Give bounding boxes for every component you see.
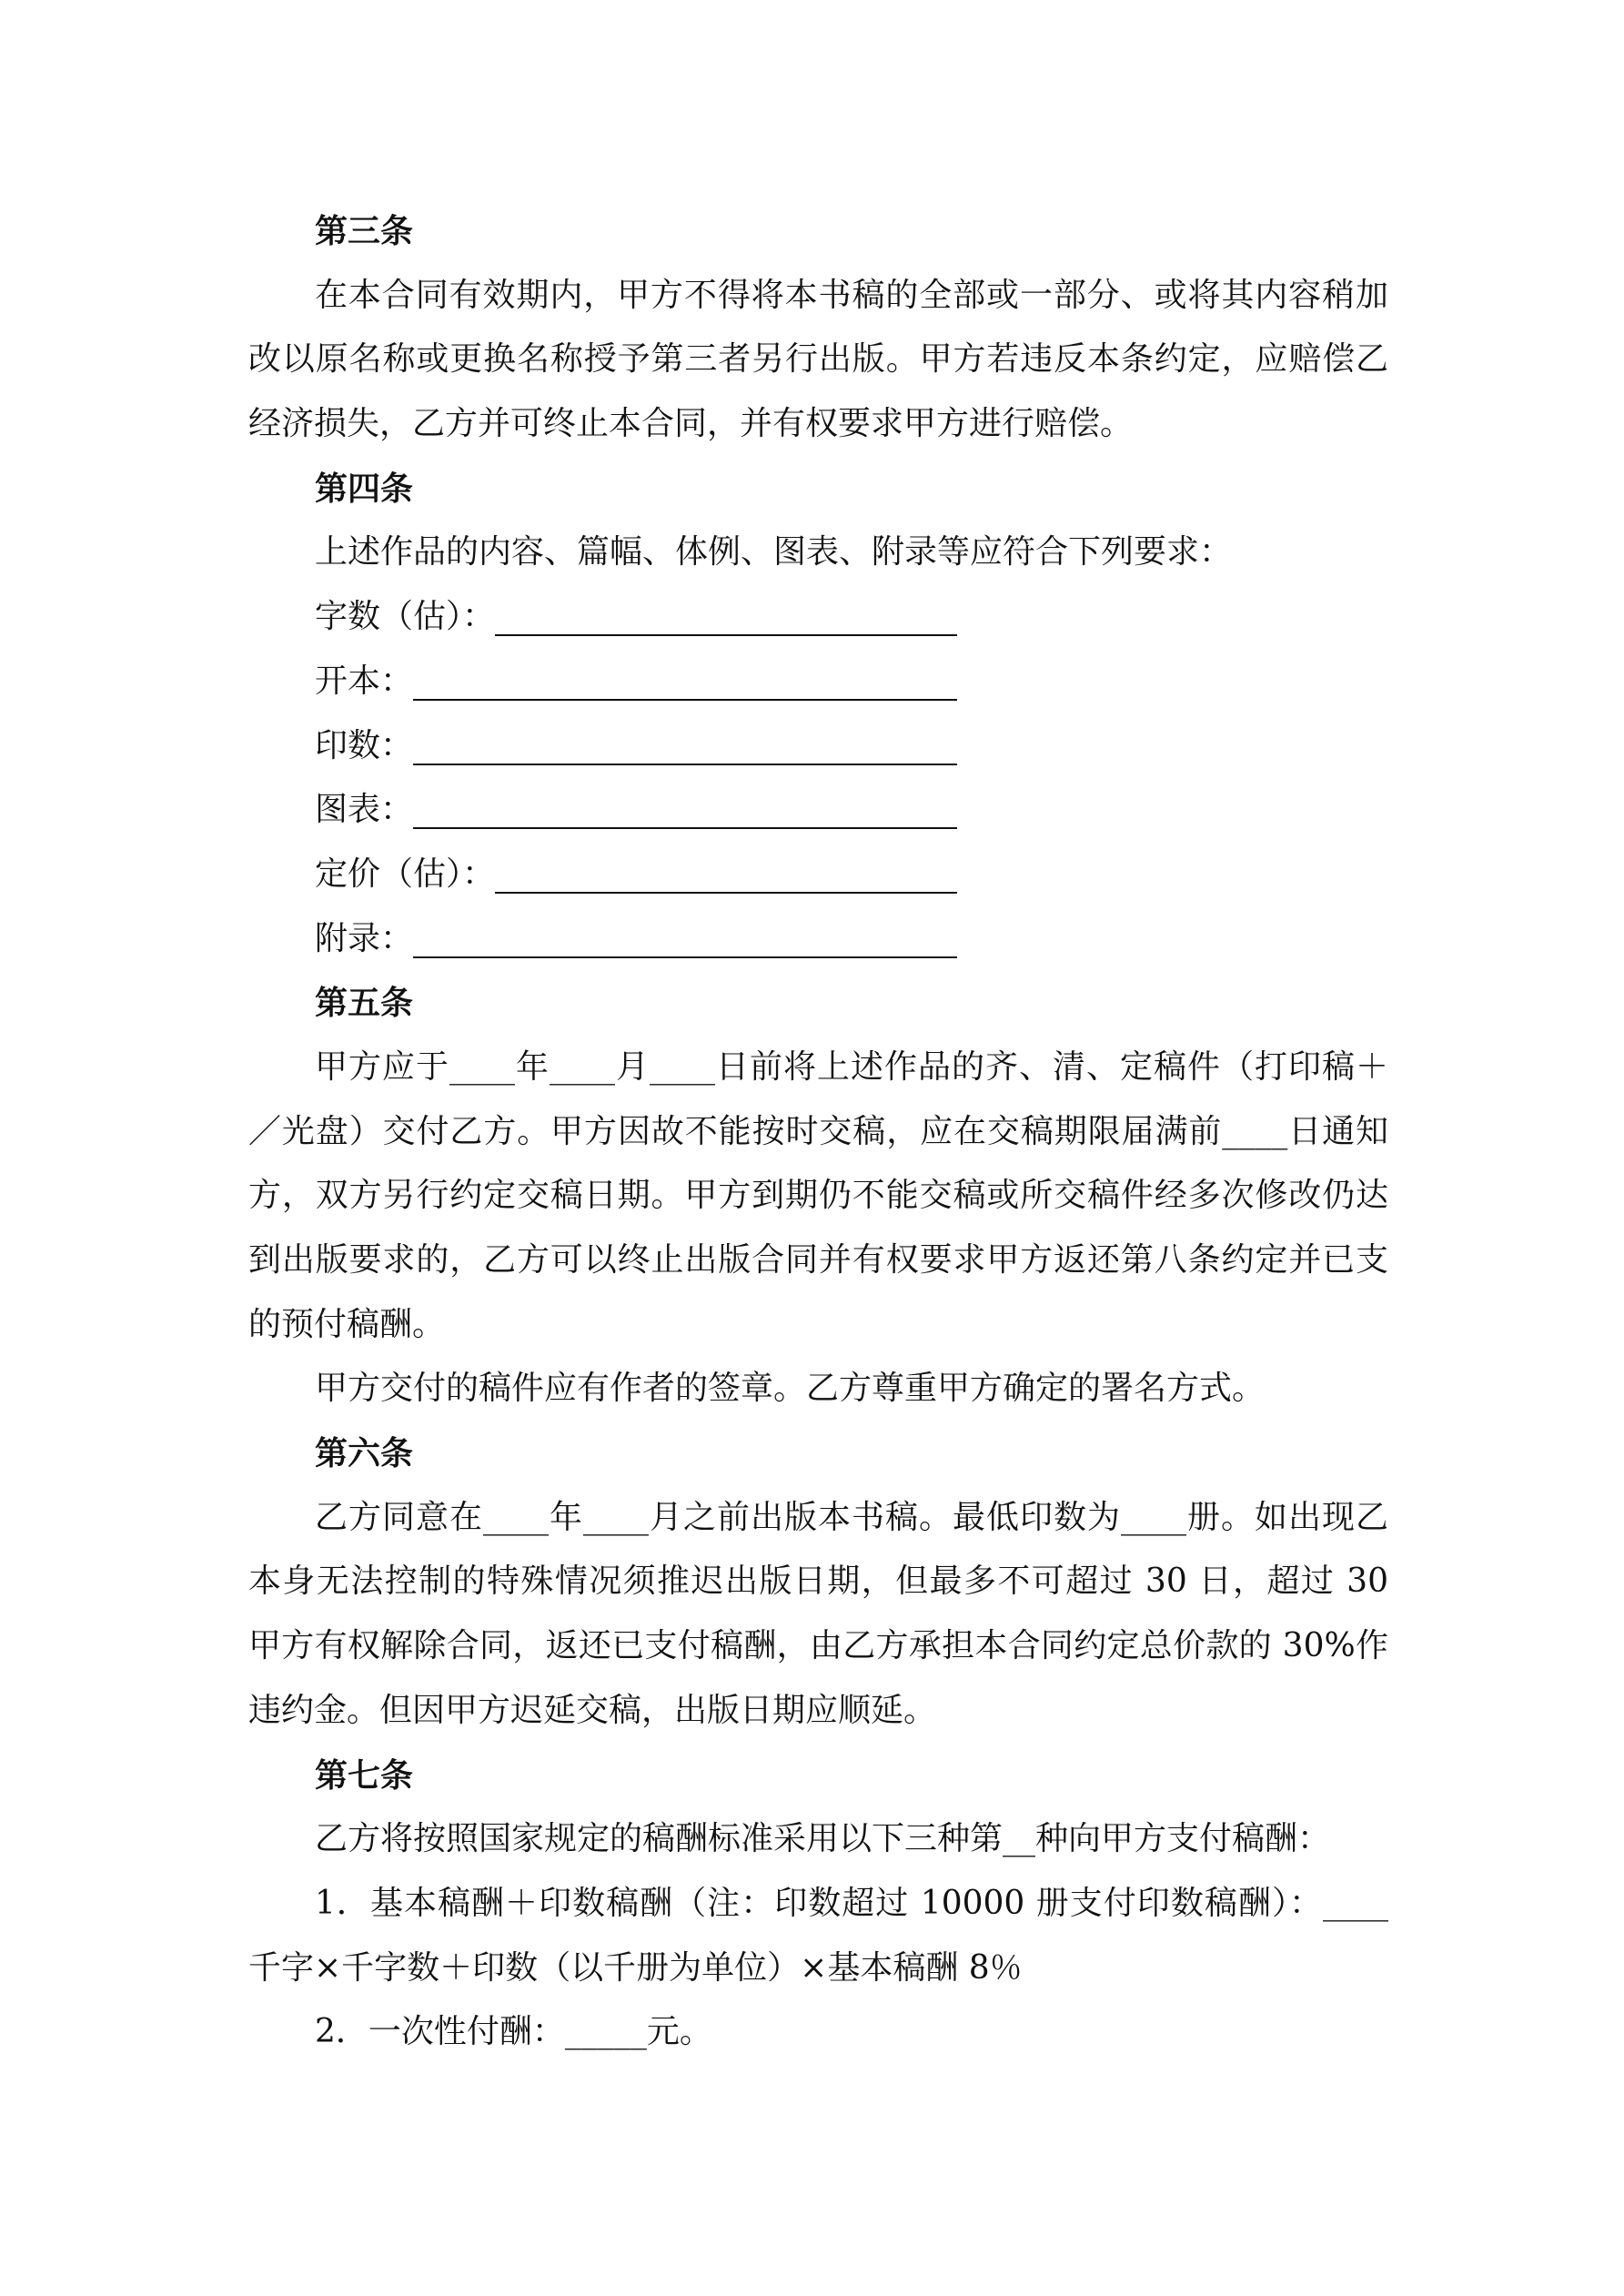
- article-heading: 第四条: [315, 469, 414, 508]
- line-text: 甲方有权解除合同，返还已支付稿酬，由乙方承担本合同约定总价款的 30%作: [248, 1627, 1388, 1665]
- requirement-field: [248, 907, 1388, 972]
- line-text: 的预付稿酬。: [248, 1305, 446, 1343]
- requirement-field: [248, 778, 1388, 843]
- field-label: 字数（估）：: [315, 598, 496, 636]
- field-label: 印数：: [315, 726, 414, 764]
- line-text: 乙方同意在____年____月之前出版本书稿。最低印数为____册。如出现乙: [315, 1498, 1388, 1536]
- paragraph-line: [248, 1036, 1388, 1100]
- line-text: 2．一次性付酬：_____元。: [315, 2013, 712, 2051]
- field-label: 定价（估）：: [315, 855, 496, 893]
- fill-in-blank[interactable]: [495, 602, 957, 636]
- fill-in-blank[interactable]: [413, 924, 957, 958]
- article-heading: 第六条: [315, 1434, 414, 1473]
- article-heading: 第七条: [315, 1755, 414, 1795]
- paragraph-line: [248, 328, 1388, 392]
- contract-page: [248, 199, 1388, 2065]
- field-label: 开本：: [315, 662, 414, 700]
- paragraph-line: [248, 264, 1388, 329]
- line-text: 上述作品的内容、篇幅、体例、图表、附录等应符合下列要求：: [315, 533, 1233, 571]
- paragraph-line: [248, 521, 1388, 585]
- fill-in-blank[interactable]: [413, 666, 957, 701]
- paragraph-line: [248, 1100, 1388, 1165]
- requirement-field: [248, 585, 1388, 650]
- paragraph-line: [248, 1229, 1388, 1293]
- article-heading: 第三条: [315, 212, 414, 250]
- field-label: 图表：: [315, 791, 414, 829]
- line-text: 在本合同有效期内，甲方不得将本书稿的全部或一部分、或将其内容稍加: [315, 276, 1388, 314]
- line-text: 甲方应于____年____月____日前将上述作品的齐、清、定稿件（打印稿＋: [315, 1047, 1388, 1086]
- paragraph-line: [248, 1550, 1388, 1614]
- line-text: 千字×千字数＋印数（以千册为单位）×基本稿酬 8％: [248, 1948, 1023, 1987]
- fill-in-blank[interactable]: [495, 859, 957, 894]
- field-label: 附录：: [315, 919, 414, 957]
- line-text: 经济损失，乙方并可终止本合同，并有权要求甲方进行赔偿。: [248, 405, 1134, 443]
- paragraph-line: [248, 1679, 1388, 1744]
- article-heading: 第五条: [315, 984, 414, 1023]
- requirement-field: [248, 650, 1388, 714]
- line-text: 本身无法控制的特殊情况须推迟出版日期，但最多不可超过 30 日，超过 30: [248, 1563, 1388, 1601]
- line-text: 方，双方另行约定交稿日期。甲方到期仍不能交稿或所交稿件经多次修改仍达: [248, 1177, 1388, 1215]
- line-text: 乙方将按照国家规定的稿酬标准采用以下三种第__种向甲方支付稿酬：: [315, 1820, 1331, 1858]
- fill-in-blank[interactable]: [413, 731, 957, 765]
- paragraph-line: [248, 1486, 1388, 1551]
- paragraph-line: [248, 1872, 1388, 1937]
- fill-in-blank[interactable]: [413, 794, 957, 829]
- line-text: ／光盘）交付乙方。甲方因故不能按时交稿，应在交稿期限届满前____日通知: [248, 1112, 1388, 1150]
- paragraph-line: [248, 1937, 1388, 2001]
- line-text: 改以原名称或更换名称授予第三者另行出版。甲方若违反本条约定，应赔偿乙: [248, 340, 1388, 379]
- paragraph-line: [248, 1293, 1388, 1358]
- line-text: 违约金。但因甲方迟延交稿，出版日期应顺延。: [248, 1691, 937, 1729]
- line-text: 到出版要求的，乙方可以终止出版合同并有权要求甲方返还第八条约定并已支: [248, 1241, 1388, 1279]
- line-text: 1．基本稿酬＋印数稿酬（注：印数超过 10000 册支付印数稿酬）：____: [315, 1884, 1388, 1922]
- requirement-field: [248, 714, 1388, 779]
- paragraph-line: [248, 1807, 1388, 1872]
- paragraph-line: [248, 1357, 1388, 1421]
- paragraph-line: [248, 2000, 1388, 2065]
- paragraph-line: [248, 1614, 1388, 1679]
- paragraph-line: [248, 1164, 1388, 1229]
- line-text: 甲方交付的稿件应有作者的签章。乙方尊重甲方确定的署名方式。: [315, 1370, 1266, 1408]
- requirement-field: [248, 843, 1388, 907]
- paragraph-line: [248, 392, 1388, 457]
